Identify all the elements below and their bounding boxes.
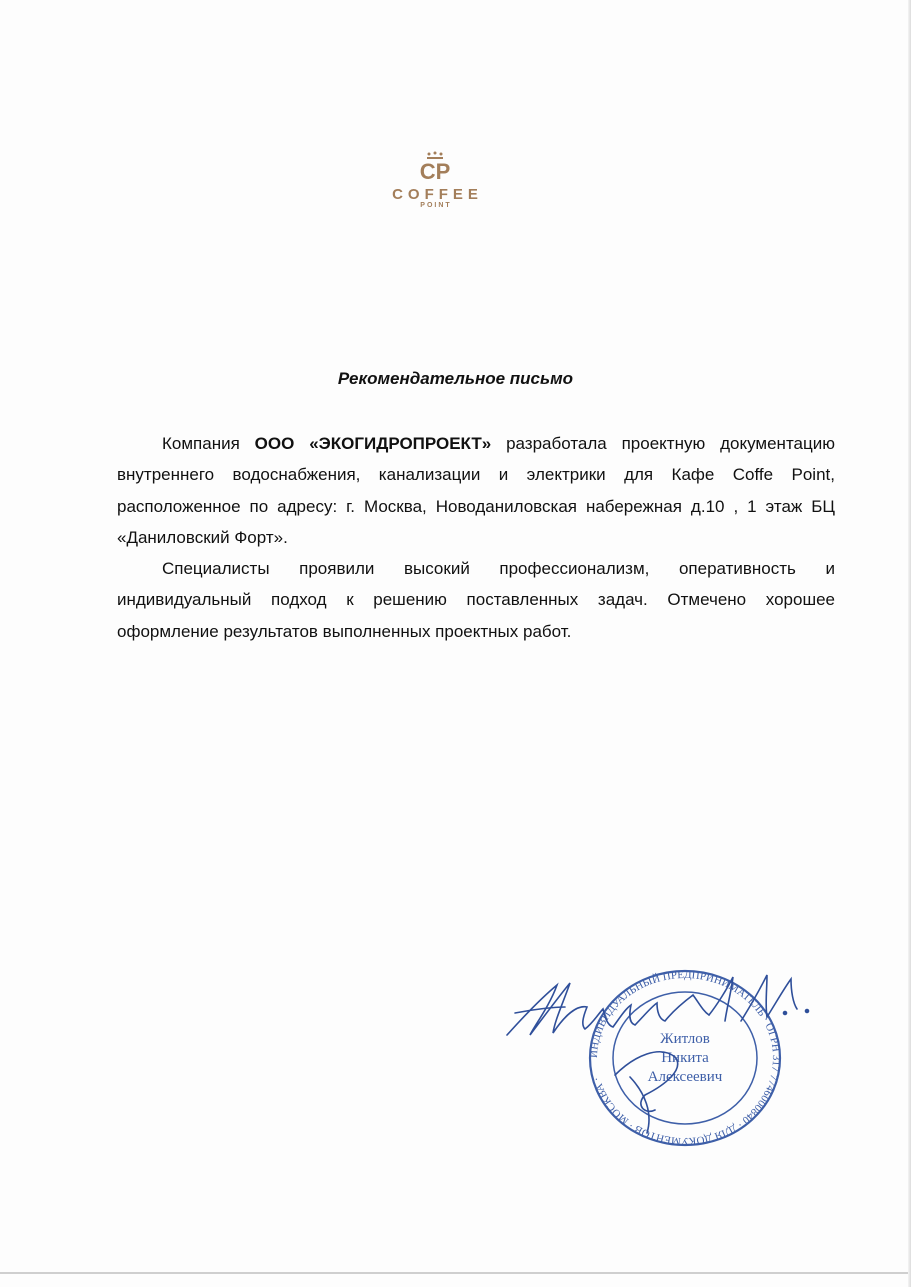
- logo-subtitle: POINT: [420, 202, 452, 209]
- letter-title: Рекомендательное письмо: [337, 369, 574, 388]
- company-name: ООО «ЭКОГИДРОПРОЕКТ»: [254, 434, 492, 453]
- stamp-name-line1: Житлов: [660, 1031, 710, 1047]
- paragraph-2: Специалисты проявили высокий профессионализм, оперативность и индивидуальный подход к решению поставленных задач. Отмечено хорошее оформление результатов выполненных проектных работ.: [117, 559, 835, 641]
- signature-and-stamp: [495, 965, 825, 1155]
- stamp-ring-text: ИНДИВИДУАЛЬНЫЙ ПРЕДПРИНИМАТЕЛЬ · ОГРН 317 7746000840 · ДЛЯ ДОКУМЕНТОВ · МОСКВА ·: [587, 968, 783, 1148]
- logo-wordmark: COFFEE: [392, 186, 483, 203]
- official-stamp: [588, 969, 782, 1147]
- stamp-name-line3: Алексеевич: [647, 1069, 723, 1085]
- stamp-name-line2: Никита: [661, 1050, 709, 1066]
- paragraph-1-intro: Компания: [162, 434, 255, 453]
- logo-monogram: CP: [419, 159, 451, 184]
- coffee-point-logo: [380, 150, 490, 209]
- scan-bottom-edge: [0, 1272, 911, 1274]
- coffee-cup-icon: [415, 150, 455, 184]
- paragraph-1: [117, 428, 835, 553]
- paragraph-1-rest: разработала проектную документацию внутреннего водоснабжения, канализации и электрики для Кафе Coffe Point, расположенное по адресу: г. Москва, Новоданиловская набережная д.10 , 1 этаж БЦ «Даниловский Форт».: [117, 434, 835, 547]
- letter-body: [117, 428, 835, 647]
